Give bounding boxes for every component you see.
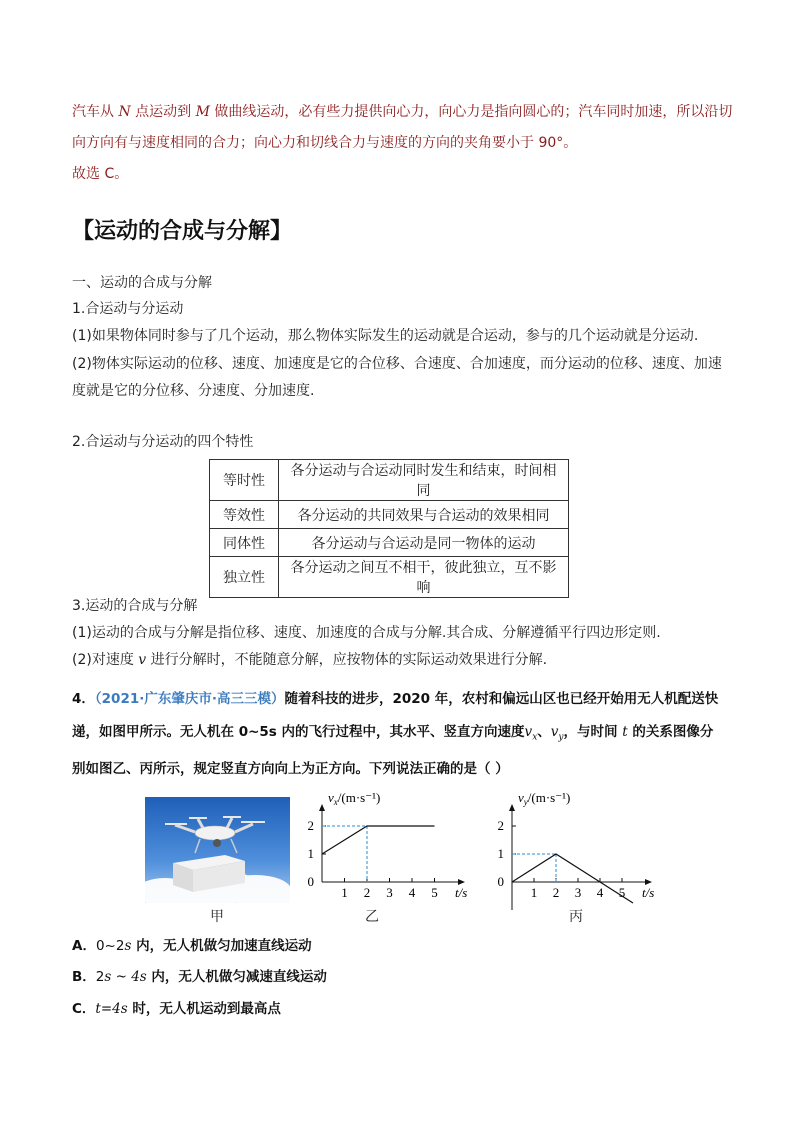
vx-t-chart <box>300 785 480 900</box>
part1-paragraph-2a: (2)物体实际运动的位移、速度、加速度是它的合位移、合速度、合加速度，而分运动的位移、速度、加速 <box>72 356 722 372</box>
x-axis-label: t/s <box>455 885 468 900</box>
y-axis-arrow <box>509 804 515 811</box>
part3-heading: 3.运动的合成与分解 <box>72 598 198 614</box>
caption-bing: 丙 <box>569 909 583 925</box>
y-tick-label: 2 <box>497 818 504 833</box>
table-key: 等效性 <box>210 501 279 529</box>
y-tick-label: 1 <box>307 846 314 861</box>
explanation-conclusion: 故选 C。 <box>72 166 129 182</box>
drone-photo <box>145 797 290 903</box>
explanation-line-2: 向方向有与速度相同的合力；向心力和切线合力与速度的方向的夹角要小于 90°。 <box>72 135 578 151</box>
section-title: 【运动的合成与分解】 <box>72 219 293 244</box>
caption-jia: 甲 <box>210 909 224 925</box>
x-tick-label: 1 <box>341 885 348 900</box>
x-tick-label: 4 <box>596 885 604 900</box>
table-key: 独立性 <box>210 557 279 598</box>
explanation-line-1: 汽车从 N 点运动到 M 做曲线运动，必有些力提供向心力，向心力是指向圆心的；汽车同时加速，所以沿切 <box>72 104 733 120</box>
vy-t-chart <box>488 785 668 915</box>
var-v: v <box>138 652 147 668</box>
table-row <box>210 501 569 529</box>
x-tick-label: 2 <box>363 885 371 900</box>
x-tick-label: 2 <box>552 885 560 900</box>
x-axis-label: t/s <box>642 885 655 900</box>
x-tick-label: 3 <box>386 885 393 900</box>
table-row <box>210 529 569 557</box>
series-line <box>322 826 435 854</box>
caption-yi: 乙 <box>365 909 379 925</box>
table-value: 各分运动之间互不相干，彼此独立，互不影响 <box>279 557 569 598</box>
part1-paragraph-1: (1)如果物体同时参与了几个运动，那么物体实际发生的运动就是合运动，参与的几个运动就是分运动. <box>72 328 699 344</box>
properties-table <box>209 459 569 598</box>
y-axis-label: $v_y/(m\cdot s^{-1})$ <box>518 790 571 807</box>
x-tick-label: 1 <box>530 885 538 900</box>
option-c[interactable]: C．t=4s 时，无人机运动到最高点 <box>72 1001 281 1017</box>
part1-heading: 一、运动的合成与分解 <box>72 275 212 291</box>
question-source: （2021·广东肇庆市·高三三模） <box>94 691 285 707</box>
y-tick-label: 2 <box>307 818 314 833</box>
part3-paragraph-2: (2)对速度 v 进行分解时，不能随意分解，应按物体的实际运动效果进行分解. <box>72 652 548 668</box>
option-b[interactable]: B．2s ~ 4s 内，无人机做匀减速直线运动 <box>72 969 327 985</box>
question-number: 4． <box>72 691 95 707</box>
table-value: 各分运动与合运动同时发生和结束，时间相同 <box>279 460 569 501</box>
x-tick-label: 5 <box>431 885 438 900</box>
part1-subheading: 1.合运动与分运动 <box>72 301 184 317</box>
x-tick-label: 5 <box>618 885 626 900</box>
part3-paragraph-1: (1)运动的合成与分解是指位移、速度、加速度的合成与分解.其合成、分解遵循平行四边形定则. <box>72 625 661 641</box>
x-tick-label: 3 <box>574 885 582 900</box>
part1-paragraph-2b: 度就是它的分位移、分速度、分加速度. <box>72 383 315 399</box>
y-axis-label: $v_x/(m\cdot s^{-1})$ <box>328 790 381 807</box>
var-n: N <box>118 104 131 120</box>
table-value: 各分运动的共同效果与合运动的效果相同 <box>279 501 569 529</box>
y-tick-label: 0 <box>497 874 504 889</box>
option-a[interactable]: A．0~2s 内，无人机做匀加速直线运动 <box>72 938 312 954</box>
table-key: 同体性 <box>210 529 279 557</box>
table-key: 等时性 <box>210 460 279 501</box>
question-line-2: 递，如图甲所示。无人机在 0~5s 内的飞行过程中，其水平、竖直方向速度$v_x$、$v_y$，与时间 t 的关系图像分 <box>72 724 714 743</box>
question-line-1: 4．（2021·广东肇庆市·高三三模）随着科技的进步，2020 年，农村和偏远山区也已经开始用无人机配送快 <box>72 691 719 707</box>
question-line-3: 别如图乙、丙所示，规定竖直方向向上为正方向。下列说法正确的是（ ） <box>72 761 509 777</box>
y-tick-label: 1 <box>497 846 504 861</box>
table-row <box>210 557 569 598</box>
table-row <box>210 460 569 501</box>
var-m: M <box>195 104 210 120</box>
y-axis-arrow <box>319 804 325 811</box>
part2-heading: 2.合运动与分运动的四个特性 <box>72 434 254 450</box>
x-tick-label: 4 <box>408 885 416 900</box>
table-value: 各分运动与合运动是同一物体的运动 <box>279 529 569 557</box>
y-tick-label: 0 <box>307 874 314 889</box>
